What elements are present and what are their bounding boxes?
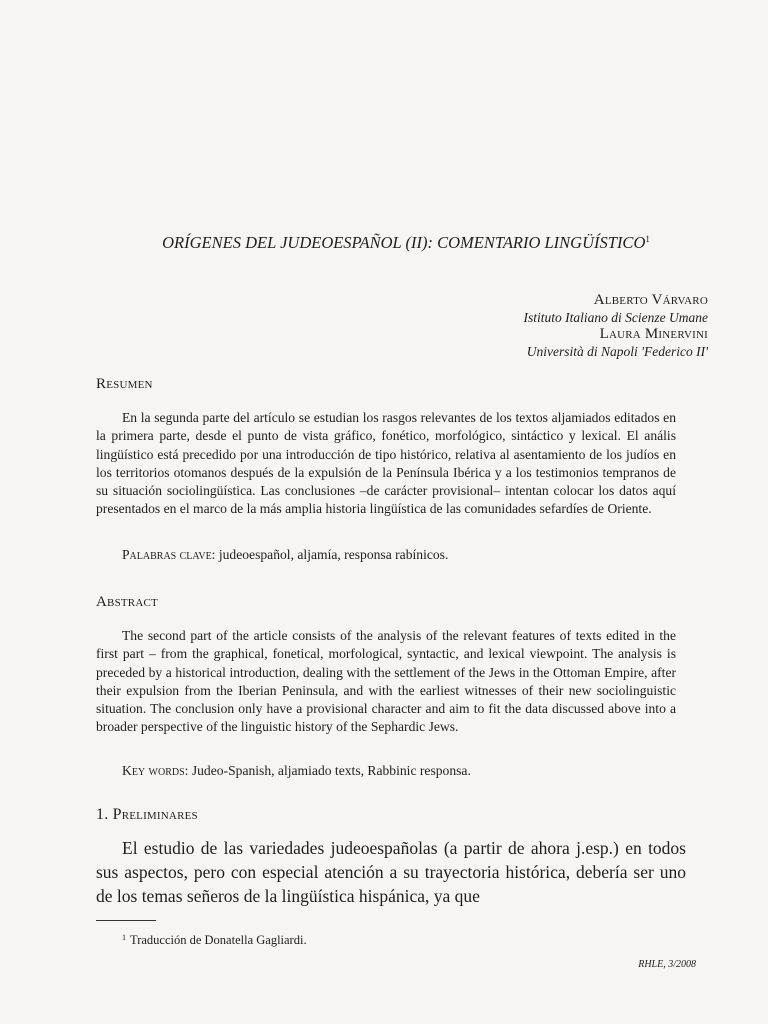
footnote-text: Traducción de Donatella Gagliardi.	[130, 933, 307, 947]
abstract-keywords-text: Judeo-Spanish, aljamiado texts, Rabbinic responsa.	[191, 763, 471, 778]
footnote-divider	[96, 920, 156, 921]
footnote-number: 1	[122, 933, 126, 942]
title-text: ORÍGENES DEL JUDEOESPAÑOL (II): COMENTARIO LINGÜÍSTICO	[162, 233, 646, 252]
abstract-heading: Abstract	[96, 594, 158, 610]
author-affiliation-1: Istituto Italiano di Scienze Umane	[523, 310, 708, 325]
resumen-keywords-label: Palabras clave:	[122, 547, 216, 562]
abstract-text: The second part of the article consists of the analysis of the relevant features of texts edited in the first part – from the graphical, fonetical, morfological, syntactic, and lexical viewpoint. The analysis is preceded by a historical introduction, dealing with the settlement of the Jews in the Ottoman Empire, after their expulsion from the Iberian Peninsula, and with the earliest witnesses of their new sociolinguistic situation. The conclusion only have a provisional character and aim to fit the data discussed above into a broader perspective of the linguistic history of the Sephardic Jews.	[96, 628, 676, 735]
section-1-text: El estudio de las variedades judeoespañolas (a partir de ahora j.esp.) en todos sus aspectos, pero con especial atención a su trayectoria histórica, debería ser uno de los temas señeros de la lingüística hispánica, ya que	[96, 838, 686, 906]
footnote	[122, 933, 307, 948]
article-title	[96, 233, 716, 253]
title-footnote-marker: 1	[645, 234, 650, 244]
resumen-keywords-text: judeoespañol, aljamía, responsa rabínicos.	[218, 547, 449, 562]
abstract-keywords	[122, 763, 471, 779]
abstract-keywords-label: Key words:	[122, 763, 189, 778]
resumen-heading: Resumen	[96, 376, 153, 392]
author-name-2: Laura Minervini	[599, 326, 708, 342]
journal-reference: RHLE, 3/2008	[638, 959, 696, 970]
resumen-text: En la segunda parte del artículo se estudian los rasgos relevantes de los textos aljamiados editados en la primera parte, desde el punto de vista gráfico, fonético, morfológico, sintáctico y lexical. El anális lingüístico está precedido por una introducción de tipo histórico, relativa al asentamiento de los judíos en los territorios otomanos después de la expulsión de la Península Ibérica y a los testimonios tempranos de su situación sociolingüística. Las conclusiones –de carácter provisional– intentan colocar los datos aquí presentados en el marco de la más amplia historia lingüística de las comunidades sefardíes de Oriente.	[96, 410, 676, 517]
author-block	[308, 292, 708, 360]
section-1-heading: 1. Preliminares	[96, 806, 198, 823]
resumen-keywords	[122, 547, 448, 563]
author-name-1: Alberto Várvaro	[593, 292, 708, 308]
author-affiliation-2: Università di Napoli 'Federico II'	[526, 344, 708, 359]
